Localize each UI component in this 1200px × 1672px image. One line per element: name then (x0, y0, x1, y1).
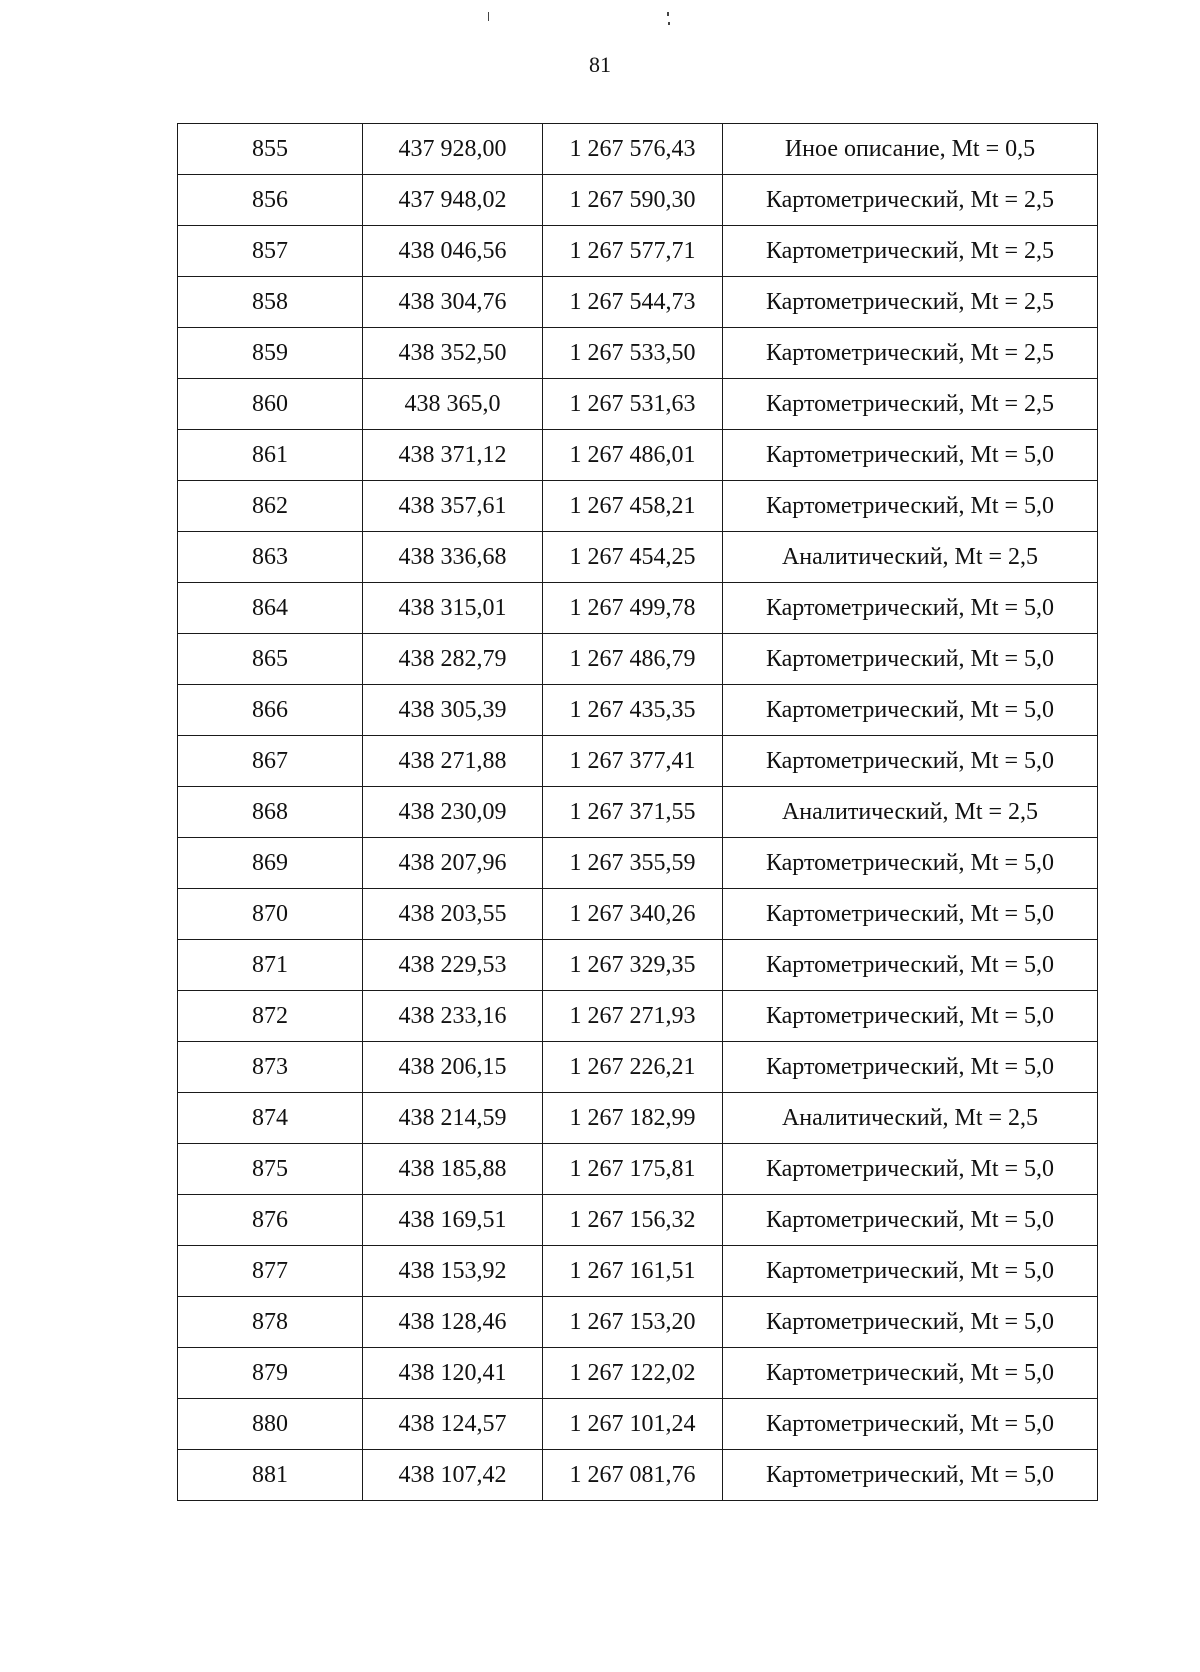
point-number-cell: 871 (178, 940, 363, 991)
x-coordinate-cell: 438 120,41 (363, 1348, 543, 1399)
table-row (178, 481, 1098, 532)
x-coordinate-cell: 438 304,76 (363, 277, 543, 328)
method-cell: Картометрический, Mt = 5,0 (723, 1297, 1098, 1348)
table-row (178, 1399, 1098, 1450)
y-coordinate-cell: 1 267 226,21 (543, 1042, 723, 1093)
method-cell: Картометрический, Mt = 5,0 (723, 1144, 1098, 1195)
y-coordinate-cell: 1 267 153,20 (543, 1297, 723, 1348)
table-row (178, 277, 1098, 328)
method-cell: Картометрический, Mt = 2,5 (723, 226, 1098, 277)
x-coordinate-cell: 437 928,00 (363, 124, 543, 175)
table-row (178, 1297, 1098, 1348)
y-coordinate-cell: 1 267 156,32 (543, 1195, 723, 1246)
y-coordinate-cell: 1 267 182,99 (543, 1093, 723, 1144)
point-number-cell: 875 (178, 1144, 363, 1195)
y-coordinate-cell: 1 267 340,26 (543, 889, 723, 940)
method-cell: Картометрический, Mt = 2,5 (723, 379, 1098, 430)
x-coordinate-cell: 438 233,16 (363, 991, 543, 1042)
x-coordinate-cell: 438 107,42 (363, 1450, 543, 1501)
method-cell: Аналитический, Mt = 2,5 (723, 787, 1098, 838)
scan-speck (667, 12, 669, 16)
point-number-cell: 862 (178, 481, 363, 532)
method-cell: Картометрический, Mt = 5,0 (723, 430, 1098, 481)
method-cell: Картометрический, Mt = 5,0 (723, 838, 1098, 889)
table-row (178, 1042, 1098, 1093)
table-row (178, 583, 1098, 634)
x-coordinate-cell: 438 315,01 (363, 583, 543, 634)
point-number-cell: 873 (178, 1042, 363, 1093)
table-row (178, 634, 1098, 685)
scan-speck (668, 22, 670, 25)
x-coordinate-cell: 438 185,88 (363, 1144, 543, 1195)
table-row (178, 838, 1098, 889)
table-row (178, 685, 1098, 736)
table-row (178, 736, 1098, 787)
coordinates-table (177, 123, 1098, 1501)
x-coordinate-cell: 437 948,02 (363, 175, 543, 226)
y-coordinate-cell: 1 267 175,81 (543, 1144, 723, 1195)
method-cell: Картометрический, Mt = 5,0 (723, 634, 1098, 685)
x-coordinate-cell: 438 203,55 (363, 889, 543, 940)
point-number-cell: 867 (178, 736, 363, 787)
x-coordinate-cell: 438 371,12 (363, 430, 543, 481)
point-number-cell: 857 (178, 226, 363, 277)
x-coordinate-cell: 438 153,92 (363, 1246, 543, 1297)
x-coordinate-cell: 438 305,39 (363, 685, 543, 736)
x-coordinate-cell: 438 169,51 (363, 1195, 543, 1246)
x-coordinate-cell: 438 271,88 (363, 736, 543, 787)
y-coordinate-cell: 1 267 458,21 (543, 481, 723, 532)
method-cell: Картометрический, Mt = 2,5 (723, 175, 1098, 226)
table-row (178, 430, 1098, 481)
point-number-cell: 863 (178, 532, 363, 583)
method-cell: Картометрический, Mt = 5,0 (723, 1195, 1098, 1246)
table-row (178, 124, 1098, 175)
point-number-cell: 858 (178, 277, 363, 328)
page-number: 81 (589, 52, 611, 77)
x-coordinate-cell: 438 230,09 (363, 787, 543, 838)
y-coordinate-cell: 1 267 576,43 (543, 124, 723, 175)
method-cell: Картометрический, Mt = 5,0 (723, 1399, 1098, 1450)
method-cell: Картометрический, Mt = 5,0 (723, 889, 1098, 940)
y-coordinate-cell: 1 267 454,25 (543, 532, 723, 583)
method-cell: Аналитический, Mt = 2,5 (723, 1093, 1098, 1144)
point-number-cell: 864 (178, 583, 363, 634)
table-row (178, 1093, 1098, 1144)
table-row (178, 940, 1098, 991)
scan-speck (488, 12, 489, 21)
x-coordinate-cell: 438 124,57 (363, 1399, 543, 1450)
y-coordinate-cell: 1 267 486,01 (543, 430, 723, 481)
table-row (178, 532, 1098, 583)
point-number-cell: 860 (178, 379, 363, 430)
table-row (178, 787, 1098, 838)
method-cell: Картометрический, Mt = 5,0 (723, 736, 1098, 787)
y-coordinate-cell: 1 267 271,93 (543, 991, 723, 1042)
y-coordinate-cell: 1 267 544,73 (543, 277, 723, 328)
y-coordinate-cell: 1 267 531,63 (543, 379, 723, 430)
point-number-cell: 880 (178, 1399, 363, 1450)
point-number-cell: 876 (178, 1195, 363, 1246)
x-coordinate-cell: 438 128,46 (363, 1297, 543, 1348)
x-coordinate-cell: 438 214,59 (363, 1093, 543, 1144)
x-coordinate-cell: 438 357,61 (363, 481, 543, 532)
point-number-cell: 861 (178, 430, 363, 481)
point-number-cell: 872 (178, 991, 363, 1042)
y-coordinate-cell: 1 267 371,55 (543, 787, 723, 838)
method-cell: Картометрический, Mt = 5,0 (723, 583, 1098, 634)
table-row (178, 991, 1098, 1042)
point-number-cell: 855 (178, 124, 363, 175)
x-coordinate-cell: 438 336,68 (363, 532, 543, 583)
method-cell: Картометрический, Mt = 5,0 (723, 1450, 1098, 1501)
point-number-cell: 869 (178, 838, 363, 889)
y-coordinate-cell: 1 267 486,79 (543, 634, 723, 685)
method-cell: Картометрический, Mt = 5,0 (723, 1246, 1098, 1297)
point-number-cell: 874 (178, 1093, 363, 1144)
method-cell: Картометрический, Mt = 5,0 (723, 685, 1098, 736)
table-row (178, 1450, 1098, 1501)
method-cell: Картометрический, Mt = 2,5 (723, 328, 1098, 379)
method-cell: Аналитический, Mt = 2,5 (723, 532, 1098, 583)
y-coordinate-cell: 1 267 101,24 (543, 1399, 723, 1450)
method-cell: Картометрический, Mt = 5,0 (723, 1348, 1098, 1399)
x-coordinate-cell: 438 206,15 (363, 1042, 543, 1093)
method-cell: Картометрический, Mt = 5,0 (723, 940, 1098, 991)
method-cell: Иное описание, Mt = 0,5 (723, 124, 1098, 175)
table-row (178, 379, 1098, 430)
table-row (178, 1348, 1098, 1399)
point-number-cell: 866 (178, 685, 363, 736)
table-row (178, 1195, 1098, 1246)
x-coordinate-cell: 438 365,0 (363, 379, 543, 430)
table-row (178, 889, 1098, 940)
method-cell: Картометрический, Mt = 5,0 (723, 1042, 1098, 1093)
point-number-cell: 878 (178, 1297, 363, 1348)
method-cell: Картометрический, Mt = 5,0 (723, 991, 1098, 1042)
table-row (178, 1246, 1098, 1297)
y-coordinate-cell: 1 267 499,78 (543, 583, 723, 634)
point-number-cell: 859 (178, 328, 363, 379)
x-coordinate-cell: 438 229,53 (363, 940, 543, 991)
table-row (178, 328, 1098, 379)
point-number-cell: 881 (178, 1450, 363, 1501)
y-coordinate-cell: 1 267 577,71 (543, 226, 723, 277)
y-coordinate-cell: 1 267 533,50 (543, 328, 723, 379)
y-coordinate-cell: 1 267 329,35 (543, 940, 723, 991)
y-coordinate-cell: 1 267 161,51 (543, 1246, 723, 1297)
table-row (178, 175, 1098, 226)
method-cell: Картометрический, Mt = 5,0 (723, 481, 1098, 532)
method-cell: Картометрический, Mt = 2,5 (723, 277, 1098, 328)
x-coordinate-cell: 438 207,96 (363, 838, 543, 889)
coordinates-table-body (178, 124, 1098, 1501)
y-coordinate-cell: 1 267 355,59 (543, 838, 723, 889)
x-coordinate-cell: 438 282,79 (363, 634, 543, 685)
y-coordinate-cell: 1 267 590,30 (543, 175, 723, 226)
x-coordinate-cell: 438 046,56 (363, 226, 543, 277)
x-coordinate-cell: 438 352,50 (363, 328, 543, 379)
point-number-cell: 856 (178, 175, 363, 226)
y-coordinate-cell: 1 267 377,41 (543, 736, 723, 787)
point-number-cell: 865 (178, 634, 363, 685)
table-row (178, 1144, 1098, 1195)
point-number-cell: 868 (178, 787, 363, 838)
table-row (178, 226, 1098, 277)
point-number-cell: 879 (178, 1348, 363, 1399)
y-coordinate-cell: 1 267 435,35 (543, 685, 723, 736)
point-number-cell: 877 (178, 1246, 363, 1297)
y-coordinate-cell: 1 267 081,76 (543, 1450, 723, 1501)
point-number-cell: 870 (178, 889, 363, 940)
y-coordinate-cell: 1 267 122,02 (543, 1348, 723, 1399)
